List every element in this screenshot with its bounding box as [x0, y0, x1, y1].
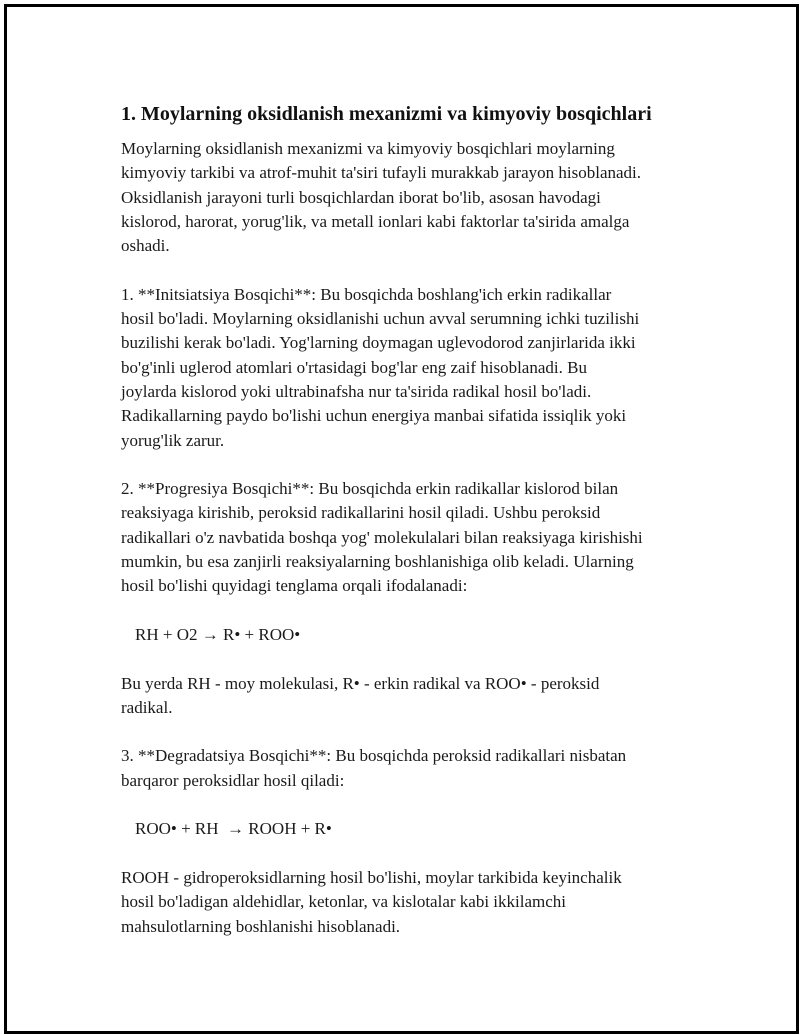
formula-2-explanation: ROOH - gidroperoksidlarning hosil bo'lishi, moylar tarkibida keyinchalik hosil bo'ladigan aldehidlar, ketonlar, va kislotalar kabi ikkilamchi mahsulotlarning boshlanishi hisoblanadi.	[121, 867, 622, 936]
formula-1-explanation: Bu yerda RH - moy molekulasi, R• - erkin radikal va ROO• - peroksid radikal.	[121, 673, 600, 717]
paragraph-gap	[121, 599, 701, 623]
paragraph-gap	[121, 720, 701, 744]
paragraph-gap	[121, 842, 701, 866]
stage-2-paragraph: 2. **Progresiya Bosqichi**: Bu bosqichda erkin radikallar kislorod bilan reaksiyaga kirishib, peroksid radikallarini hosil qiladi. Ushbu peroksid radikallari o'z navbatida boshqa yog' molekulalari bilan reaksiyaga kirishishi mumkin, bu esa zanjirli reaksiyalarning boshlanishiga olib keladi. Ularning hosil bo'lishi quyidagi tenglama orqali ifodalanadi:	[121, 479, 643, 596]
paragraph-gap	[121, 793, 701, 817]
formula-hydroperoxide: ROO• + RH → ROOH + R•	[135, 819, 332, 839]
stage-3-paragraph: 3. **Degradatsiya Bosqichi**: Bu bosqichda peroksid radikallari nisbatan barqaror peroksidlar hosil qiladi:	[121, 746, 627, 790]
stage-1-paragraph: 1. **Initsiatsiya Bosqichi**: Bu bosqichda boshlang'ich erkin radikallar hosil bo'ladi. Moylarning oksidlanishi uchun avval serumning ichki tuzilishi buzilishi kerak bo'ladi. Yog'larning doymagan uglevodorod zanjirlarida ikki bo'g'inli uglerod atomlari o'rtasidagi bog'lar eng zaif hisoblanadi. Bu joylarda kislorod yoki ultrabinafsha nur ta'sirida radikal hosil bo'ladi. Radikallarning paydo bo'lishi uchun energiya manbai sifatida issiqlik yoki yorug'lik zarur.	[121, 284, 640, 450]
page-frame	[4, 4, 799, 1034]
formula-peroxide-radical: RH + O2 → R• + ROO•	[135, 624, 301, 644]
paragraph-gap	[121, 258, 701, 282]
document-body	[121, 101, 701, 939]
paragraph-gap	[121, 647, 701, 671]
paragraph-gap	[121, 453, 701, 477]
intro-paragraph: Moylarning oksidlanish mexanizmi va kimyoviy bosqichlari moylarning kimyoviy tarkibi va atrof-muhit ta'siri tufayli murakkab jarayon hisoblanadi. Oksidlanish jarayoni turli bosqichlardan iborat bo'lib, asosan havodagi kislorod, harorat, yorug'lik, va metall ionlari kabi faktorlar ta'sirida amalga oshadi.	[121, 139, 642, 256]
document-title: 1. Moylarning oksidlanish mexanizmi va kimyoviy bosqichlari	[121, 103, 652, 125]
